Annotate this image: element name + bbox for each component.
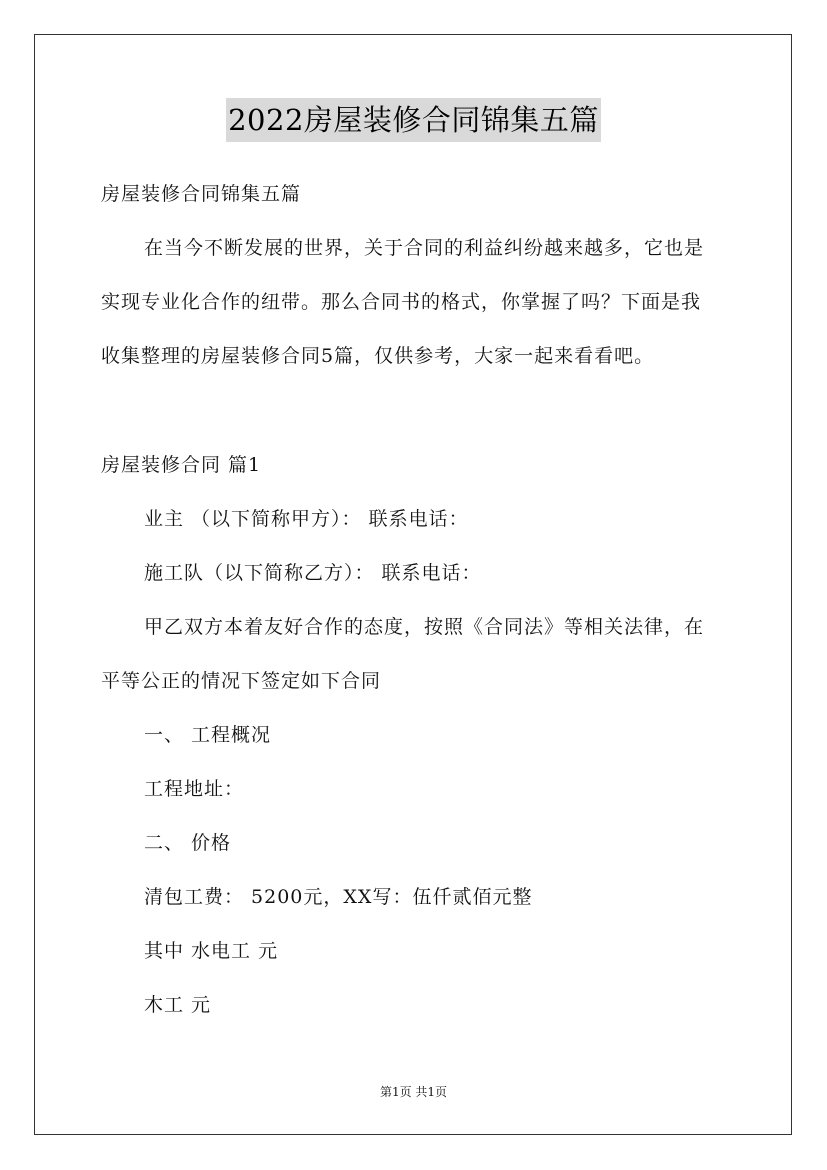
body-line: 一、 工程概况 — [144, 724, 272, 746]
body-line: 二、 价格 — [144, 832, 232, 854]
intro-line: 实现专业化合作的纽带。那么合同书的格式，你掌握了吗？下面是我 — [101, 291, 702, 313]
body-line: 甲乙双方本着友好合作的态度，按照《合同法》等相关法律，在 — [144, 616, 705, 638]
body-line: 工程地址： — [144, 778, 245, 800]
body-line: 木工 元 — [144, 994, 212, 1016]
title-container — [0, 98, 827, 142]
body-line: 业主 （以下简称甲方）： 联系电话： — [144, 508, 469, 530]
body-line: 其中 水电工 元 — [144, 940, 279, 962]
body-line: 平等公正的情况下签定如下合同 — [101, 670, 382, 692]
document-subtitle: 房屋装修合同锦集五篇 — [101, 183, 302, 205]
body-line: 施工队（以下简称乙方）： 联系电话： — [144, 562, 482, 584]
section-heading: 房屋装修合同 篇1 — [101, 454, 262, 476]
document-title: 2022房屋装修合同锦集五篇 — [226, 98, 601, 142]
intro-line: 收集整理的房屋装修合同5篇，仅供参考，大家一起来看看吧。 — [101, 345, 655, 367]
body-line: 清包工费： 5200元，XX写：伍仟贰佰元整 — [144, 886, 533, 908]
page-footer: 第1页 共1页 — [379, 1085, 448, 1099]
intro-line: 在当今不断发展的世界，关于合同的利益纠纷越来越多，它也是 — [144, 237, 705, 259]
